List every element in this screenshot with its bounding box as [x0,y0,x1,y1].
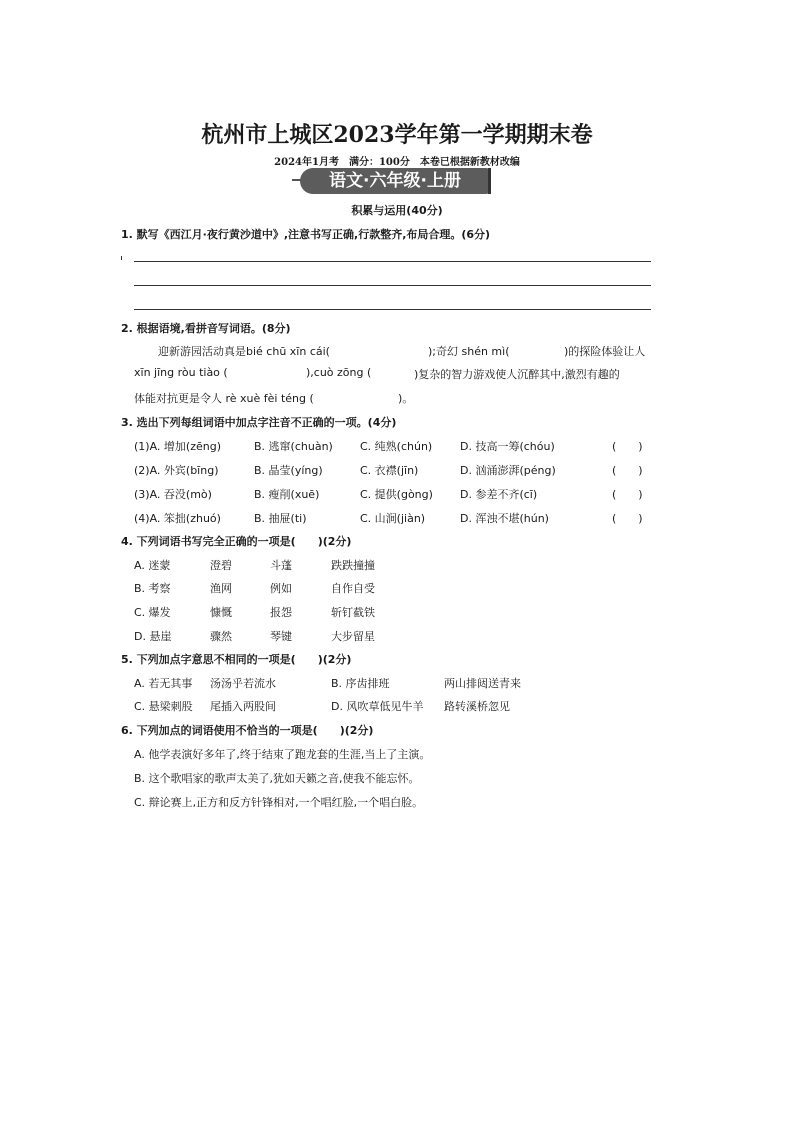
q2-text: 迎新游园活动真是bié chū xīn cái( [158,345,330,358]
q4-word: C. 爆发 [134,606,171,619]
q3-option: D. 浑浊不堪(hún) [460,512,549,525]
q5-option: A. 若无其事 [134,677,193,690]
banner-label: 语文·六年级·上册 [300,168,490,194]
q3-option: D. 参差不齐(cī) [460,488,538,501]
q6-stem: 6. 下列加点的词语使用不恰当的一项是( )(2分) [121,724,374,737]
q1-stem: 1. 默写《西江月·夜行黄沙道中》,注意书写正确,行款整齐,布局合理。(6分) [121,228,491,241]
q2-text: ),cuò zōng ( [306,366,372,379]
q4-word: 骤然 [210,630,232,643]
q3-option: B. 瘦削(xuē) [254,488,320,501]
q5-stem: 5. 下列加点字意思不相同的一项是( )(2分) [121,653,352,666]
q5-option: D. 风吹草低见牛羊 [331,700,424,713]
q2-text: )的探险体验让人 [564,345,646,358]
q4-word: 琴键 [270,630,292,643]
q2-text: xīn jīng ròu tiào ( [134,366,228,379]
q3-option: (1)A. 增加(zēng) [134,440,221,453]
q5-option: B. 序齿排班 [331,677,390,690]
q4-word: 斩钉截铁 [331,606,375,619]
q6-option-a: A. 他学表演好多年了,终于结束了跑龙套的生涯,当上了主演。 [134,748,431,761]
q3-answer-blank[interactable]: ( ) [612,488,643,501]
q3-answer-blank[interactable]: ( ) [612,464,643,477]
q3-option: D. 技高一筹(chóu) [460,440,555,453]
q3-option: C. 衣襟(jīn) [360,464,419,477]
q4-word: 澄碧 [210,559,232,572]
q5-option: C. 悬梁刺股 [134,700,193,713]
q3-option: (4)A. 笨拙(zhuó) [134,512,221,525]
q1-writing-line-1[interactable] [134,261,651,262]
q3-option: B. 逃窜(chuàn) [254,440,333,453]
q3-answer-blank[interactable]: ( ) [612,440,643,453]
q5-option: 汤汤乎若流水 [210,677,276,690]
q3-option: C. 山涧(jiàn) [360,512,426,525]
q6-option-b: B. 这个歌唱家的歌声太美了,犹如天籁之音,使我不能忘怀。 [134,772,420,785]
q4-word: 渔网 [210,582,232,595]
q2-text: );奇幻 shén mì( [428,345,510,358]
q5-option: 路转溪桥忽见 [444,700,510,713]
q1-writing-line-3[interactable] [134,309,651,310]
q5-option: 两山排闼送青来 [444,677,521,690]
q4-word: B. 考察 [134,582,171,595]
banner-right-mark [488,168,491,194]
q4-word: D. 悬崖 [134,630,172,643]
q1-line-tick [121,256,122,260]
q4-stem: 4. 下列词语书写完全正确的一项是( )(2分) [121,535,352,548]
section-heading: 积累与运用(40分) [351,204,443,217]
q2-text: 体能对抗更是令人 rè xuè fèi téng ( [134,392,314,405]
q6-option-c: C. 辩论赛上,正方和反方针锋相对,一个唱红脸,一个唱白脸。 [134,796,424,809]
q2-text: )复杂的智力游戏使人沉醉其中,激烈有趣的 [414,368,620,381]
q4-word: 大步留星 [331,630,375,643]
q4-word: 例如 [270,582,292,595]
q5-option: 尾插入两股间 [210,700,276,713]
q3-option: (2)A. 外宾(bīng) [134,464,219,477]
q3-option: B. 晶莹(yíng) [254,464,323,477]
exam-subtitle: 2024年1月考 满分：100分 本卷已根据新教材改编 [274,157,520,168]
q1-writing-line-2[interactable] [134,285,651,286]
q4-word: 跌跌撞撞 [331,559,375,572]
q3-option: D. 汹涌澎湃(péng) [460,464,556,477]
q3-option: (3)A. 吞没(mò) [134,488,212,501]
q2-text: )。 [398,392,414,405]
q4-word: A. 迷蒙 [134,559,171,572]
q3-option: C. 纯熟(chún) [360,440,433,453]
q3-answer-blank[interactable]: ( ) [612,512,643,525]
q2-stem: 2. 根据语境,看拼音写词语。(8分) [121,322,291,335]
q3-option: C. 提供(gòng) [360,488,433,501]
q4-word: 斗蓬 [270,559,292,572]
q3-option: B. 抽屉(ti) [254,512,307,525]
q3-stem: 3. 选出下列每组词语中加点字注音不正确的一项。(4分) [121,416,397,429]
q4-word: 慷慨 [210,606,232,619]
q4-word: 自作自受 [331,582,375,595]
exam-title: 杭州市上城区2023学年第一学期期末卷 [201,122,593,148]
q4-word: 报怨 [270,606,292,619]
subject-banner [292,166,502,196]
